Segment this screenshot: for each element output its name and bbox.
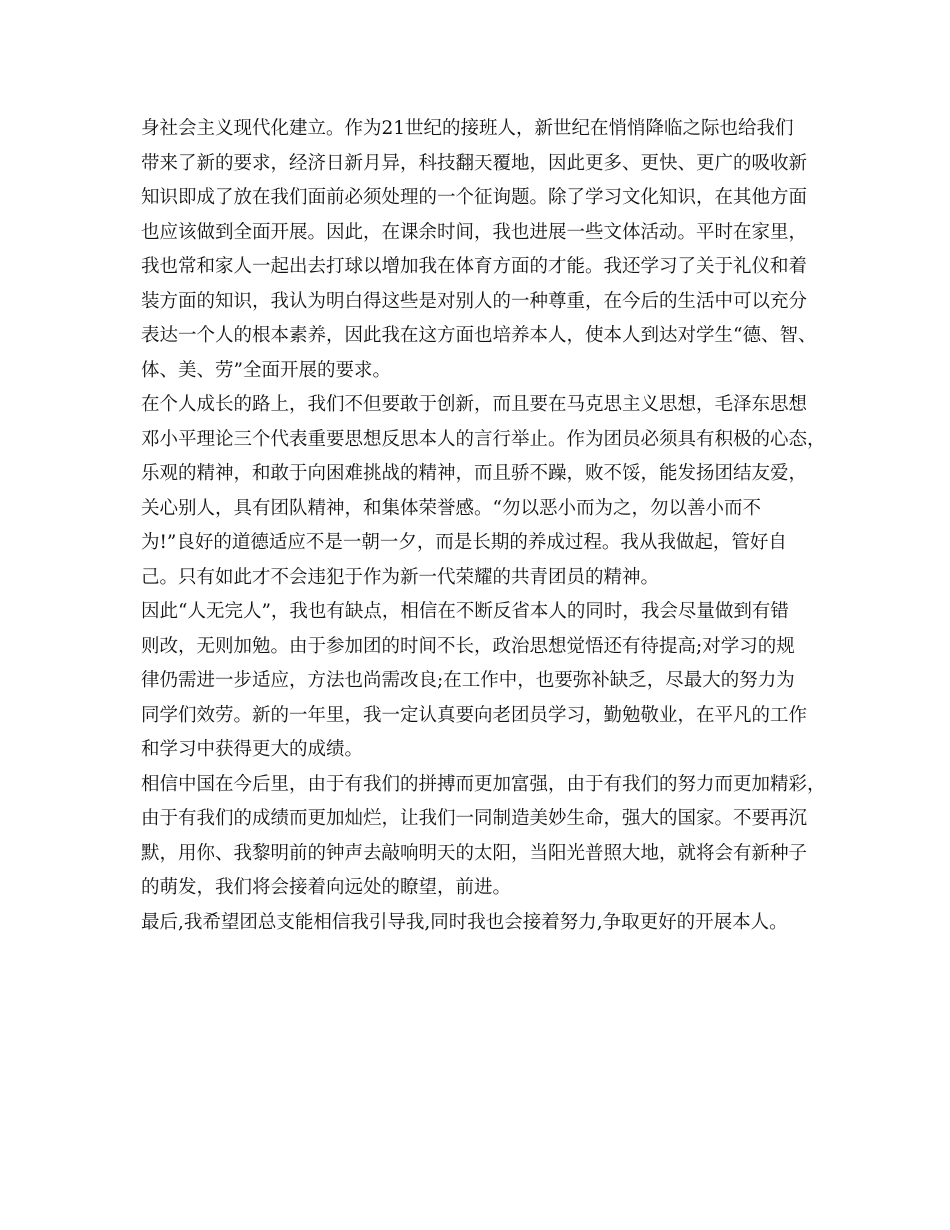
text-line: 邓小平理论三个代表重要思想反思本人的言行举止。作为团员必须具有积极的心态， bbox=[141, 428, 826, 450]
text-line: 装方面的知识，我认为明白得这些是对别人的一种尊重，在今后的生活中可以充分 bbox=[141, 290, 808, 312]
text-line: 最后,我希望团总支能相信我引导我,同时我也会接着努力,争取更好的开展本人。 bbox=[141, 911, 788, 933]
text-line: 表达一个人的根本素养，因此我在这方面也培养本人，使本人到达对学生“德、智、 bbox=[141, 325, 817, 346]
document-body bbox=[141, 112, 831, 940]
text-line: 律仍需进一步适应，方法也尚需改良;在工作中，也要弥补缺乏，尽最大的努力为 bbox=[141, 670, 795, 691]
text-line: 相信中国在今后里，由于有我们的拼搏而更加富强，由于有我们的努力而更加精彩， bbox=[141, 773, 826, 795]
text-line: 己。只有如此才不会违犯于作为新一代荣耀的共青团员的精神。 bbox=[141, 566, 660, 588]
text-line: 的萌发，我们将会接着向远处的瞭望，前进。 bbox=[141, 877, 512, 898]
text-line: 因此“人无完人”，我也有缺点，相信在不断反省本人的同时，我会尽量做到有错 bbox=[141, 601, 789, 622]
text-line: 乐观的精神，和敢于向困难挑战的精神，而且骄不躁，败不馁，能发扬团结友爱， bbox=[141, 463, 808, 484]
text-line: 体、美、劳”全面开展的要求。 bbox=[141, 359, 391, 381]
text-line: 带来了新的要求，经济日新月异，科技翻天覆地，因此更多、更快、更广的吸收新 bbox=[141, 152, 808, 174]
text-line: 由于有我们的成绩而更加灿烂，让我们一同制造美妙生命，强大的国家。不要再沉 bbox=[141, 808, 808, 829]
text-line: 默，用你、我黎明前的钟声去敲响明天的太阳，当阳光普照大地，就将会有新种子 bbox=[141, 842, 808, 864]
text-line: 为!”良好的道德适应不是一朝一夕，而是长期的养成过程。我从我做起，管好自 bbox=[141, 532, 787, 553]
text-line: 关心别人，具有团队精神，和集体荣誉感。“勿以恶小而为之，勿以善小而不 bbox=[141, 497, 761, 519]
text-line: 在个人成长的路上，我们不但要敢于创新，而且要在马克思主义思想，毛泽东思想 bbox=[141, 394, 808, 415]
text-line: 和学习中获得更大的成绩。 bbox=[141, 739, 364, 760]
text-line: 知识即成了放在我们面前必须处理的一个征询题。除了学习文化知识，在其他方面 bbox=[141, 187, 808, 208]
text-line: 我也常和家人一起出去打球以增加我在体育方面的才能。我还学习了关于礼仪和着 bbox=[141, 256, 808, 277]
text-line: 也应该做到全面开展。因此，在课余时间，我也进展一些文体活动。平时在家里， bbox=[141, 221, 808, 243]
text-line: 同学们效劳。新的一年里，我一定认真要向老团员学习，勤勉敬业，在平凡的工作 bbox=[141, 704, 808, 726]
text-line: 则改，无则加勉。由于参加团的时间不长，政治思想觉悟还有待提高;对学习的规 bbox=[141, 635, 795, 657]
text-line: 身社会主义现代化建立。作为21世纪的接班人，新世纪在悄悄降临之际也给我们 bbox=[141, 118, 794, 139]
